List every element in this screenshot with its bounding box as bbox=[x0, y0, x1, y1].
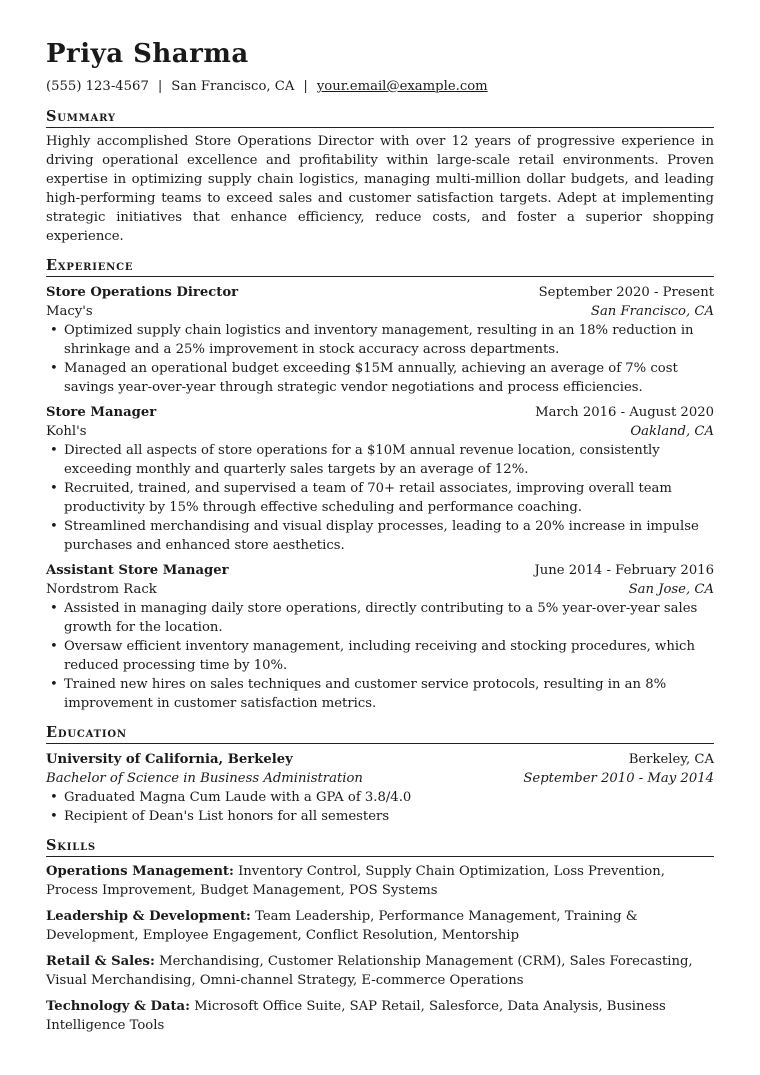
phone: (555) 123-4567 bbox=[46, 79, 149, 94]
skill-group bbox=[46, 952, 714, 990]
email-link[interactable]: your.email@example.com bbox=[316, 79, 488, 94]
bullet-item: • Recruited, trained, and supervised a team of 70+ retail associates, improving overall team productivity by 15% through effective scheduling and performance coaching. bbox=[46, 479, 714, 517]
job-entry bbox=[46, 403, 714, 555]
contact-line bbox=[46, 78, 714, 96]
job-company: Kohl's bbox=[46, 424, 87, 439]
job-role: Store Operations Director bbox=[46, 285, 239, 300]
education-bullets bbox=[46, 788, 714, 826]
job-entry bbox=[46, 561, 714, 713]
job-entry bbox=[46, 283, 714, 397]
summary-heading: Summary bbox=[46, 107, 714, 128]
bullet-item: • Assisted in managing daily store operations, directly contributing to a 5% year-over-year sales growth for the location. bbox=[46, 599, 714, 637]
bullet-item: • Recipient of Dean's List honors for all semesters bbox=[46, 807, 714, 826]
bullet-item: • Managed an operational budget exceeding $15M annually, achieving an average of 7% cost savings year-over-year through strategic vendor negotiations and process efficiencies. bbox=[46, 359, 714, 397]
job-bullets bbox=[46, 441, 714, 555]
job-dates: June 2014 - February 2016 bbox=[534, 563, 714, 578]
education-dates: September 2010 - May 2014 bbox=[523, 771, 714, 786]
skill-group-label: Leadership & Development: bbox=[46, 909, 251, 924]
job-dates: September 2020 - Present bbox=[538, 285, 714, 300]
skill-group bbox=[46, 862, 714, 900]
skill-group-items: Inventory Control, Supply Chain Optimization, Loss Prevention, Process Improvement, Budget Management, POS Systems bbox=[46, 864, 665, 898]
location: San Francisco, CA bbox=[171, 79, 295, 94]
job-bullets bbox=[46, 599, 714, 713]
job-location: San Jose, CA bbox=[628, 582, 714, 597]
education-entry bbox=[46, 750, 714, 826]
skill-group bbox=[46, 907, 714, 945]
skills-heading: Skills bbox=[46, 836, 714, 857]
bullet-item: • Graduated Magna Cum Laude with a GPA of 3.8/4.0 bbox=[46, 788, 714, 807]
job-dates: March 2016 - August 2020 bbox=[535, 405, 714, 420]
education-heading: Education bbox=[46, 723, 714, 744]
job-role: Store Manager bbox=[46, 405, 157, 420]
candidate-name: Priya Sharma bbox=[46, 39, 249, 69]
skill-group-items: Team Leadership, Performance Management, Training & Development, Employee Engagement, Conflict Resolution, Mentorship bbox=[46, 909, 638, 943]
bullet-item: • Streamlined merchandising and visual display processes, leading to a 20% increase in impulse purchases and enhanced store aesthetics. bbox=[46, 517, 714, 555]
skill-group bbox=[46, 997, 714, 1035]
job-company: Nordstrom Rack bbox=[46, 582, 157, 597]
skill-group-label: Technology & Data: bbox=[46, 999, 190, 1014]
bullet-item: • Directed all aspects of store operations for a $10M annual revenue location, consistently exceeding monthly and quarterly sales targets by an average of 12%. bbox=[46, 441, 714, 479]
skill-group-items: Microsoft Office Suite, SAP Retail, Salesforce, Data Analysis, Business Intelligence Tools bbox=[46, 999, 666, 1033]
experience-heading: Experience bbox=[46, 256, 714, 277]
job-location: Oakland, CA bbox=[630, 424, 714, 439]
school-location: Berkeley, CA bbox=[628, 752, 714, 767]
skills-list bbox=[46, 862, 714, 1035]
job-company: Macy's bbox=[46, 304, 93, 319]
school-name: University of California, Berkeley bbox=[46, 752, 293, 767]
skill-group-items: Merchandising, Customer Relationship Management (CRM), Sales Forecasting, Visual Merchandising, Omni-channel Strategy, E-commerce Operations bbox=[46, 954, 693, 988]
separator: | bbox=[303, 79, 308, 94]
summary-text: Highly accomplished Store Operations Director with over 12 years of progressive experience in driving operational excellence and profitability within large-scale retail environments. Proven expertise in optimizing supply chain logistics, managing multi-million dollar budgets, and leading high-performing teams to exceed sales and customer satisfaction targets. Adept at implementing strategic initiatives that enhance efficiency, reduce costs, and foster a superior shopping experience. bbox=[46, 134, 714, 244]
job-location: San Francisco, CA bbox=[590, 304, 714, 319]
job-bullets bbox=[46, 321, 714, 397]
degree: Bachelor of Science in Business Administration bbox=[46, 771, 363, 786]
skill-group-label: Operations Management: bbox=[46, 864, 234, 879]
job-role: Assistant Store Manager bbox=[46, 563, 229, 578]
skill-group-label: Retail & Sales: bbox=[46, 954, 155, 969]
bullet-item: • Oversaw efficient inventory management, including receiving and stocking procedures, which reduced processing time by 10%. bbox=[46, 637, 714, 675]
bullet-item: • Optimized supply chain logistics and inventory management, resulting in an 18% reduction in shrinkage and a 25% improvement in stock accuracy across departments. bbox=[46, 321, 714, 359]
bullet-item: • Trained new hires on sales techniques and customer service protocols, resulting in an 8% improvement in customer satisfaction metrics. bbox=[46, 675, 714, 713]
separator: | bbox=[157, 79, 163, 94]
